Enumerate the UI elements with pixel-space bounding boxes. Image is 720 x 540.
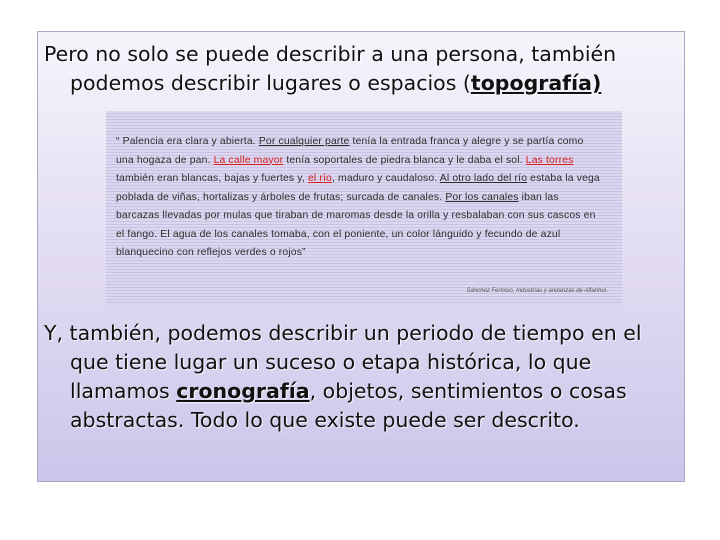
- quote-highlight-underlined: Por cualquier parte: [258, 136, 350, 147]
- quote-segment: tenía la entrada franca y alegre y se partía como una hogaza de pan.: [116, 136, 584, 166]
- quote-segment: iban las barcazas llevadas por mulas que tiraban de maromas desde la orilla y resbalaban con sus cascos en el fango. El agua de los canales tomaba, con el poniente, un color lánguido y fecundo de azul blanquecino con reflejos verdes o rojos”: [116, 191, 596, 258]
- quote-text: [116, 133, 604, 263]
- second-text: Y, también, podemos describir un periodo de tiempo en el que tiene lugar un suceso o etapa histórica, lo que llamamos: [44, 321, 642, 403]
- intro-paragraph: [44, 40, 680, 98]
- quote-highlight-red: el río: [307, 173, 332, 184]
- quote-highlight-underlined: Por los canales: [445, 191, 519, 203]
- slide-content-box: [37, 31, 685, 482]
- quote-segment: también eran blancas, bajas y fuertes y,: [116, 173, 308, 184]
- term-cronografia: cronografía: [176, 379, 310, 403]
- quote-image: [106, 111, 622, 305]
- second-paragraph: [44, 319, 680, 435]
- quote-segment: “ Palencia era clara y abierta.: [116, 136, 259, 147]
- quote-attribution: Sánchez Ferlosio, Industrias y andanzas de Alfanhuí.: [466, 288, 608, 294]
- quote-segment: tenía soportales de piedra blanca y le daba el sol.: [283, 154, 526, 166]
- intro-text: Pero no solo se puede describir a una persona, también podemos describir lugares o espacios (: [44, 42, 617, 95]
- quote-segment: , maduro y caudaloso.: [331, 173, 440, 184]
- term-topografia: topografía): [470, 71, 602, 95]
- second-text: , objetos, sentimientos o cosas abstractas. Todo lo que existe puede ser descrito.: [70, 379, 627, 432]
- quote-highlight-red: La calle mayor: [213, 154, 284, 166]
- quote-highlight-red: Las torres: [525, 154, 574, 166]
- quote-segment: estaba la vega poblada de viñas, hortalizas y árboles de frutas; surcada de canales.: [116, 173, 600, 203]
- quote-highlight-underlined: Al otro lado del río: [439, 173, 528, 184]
